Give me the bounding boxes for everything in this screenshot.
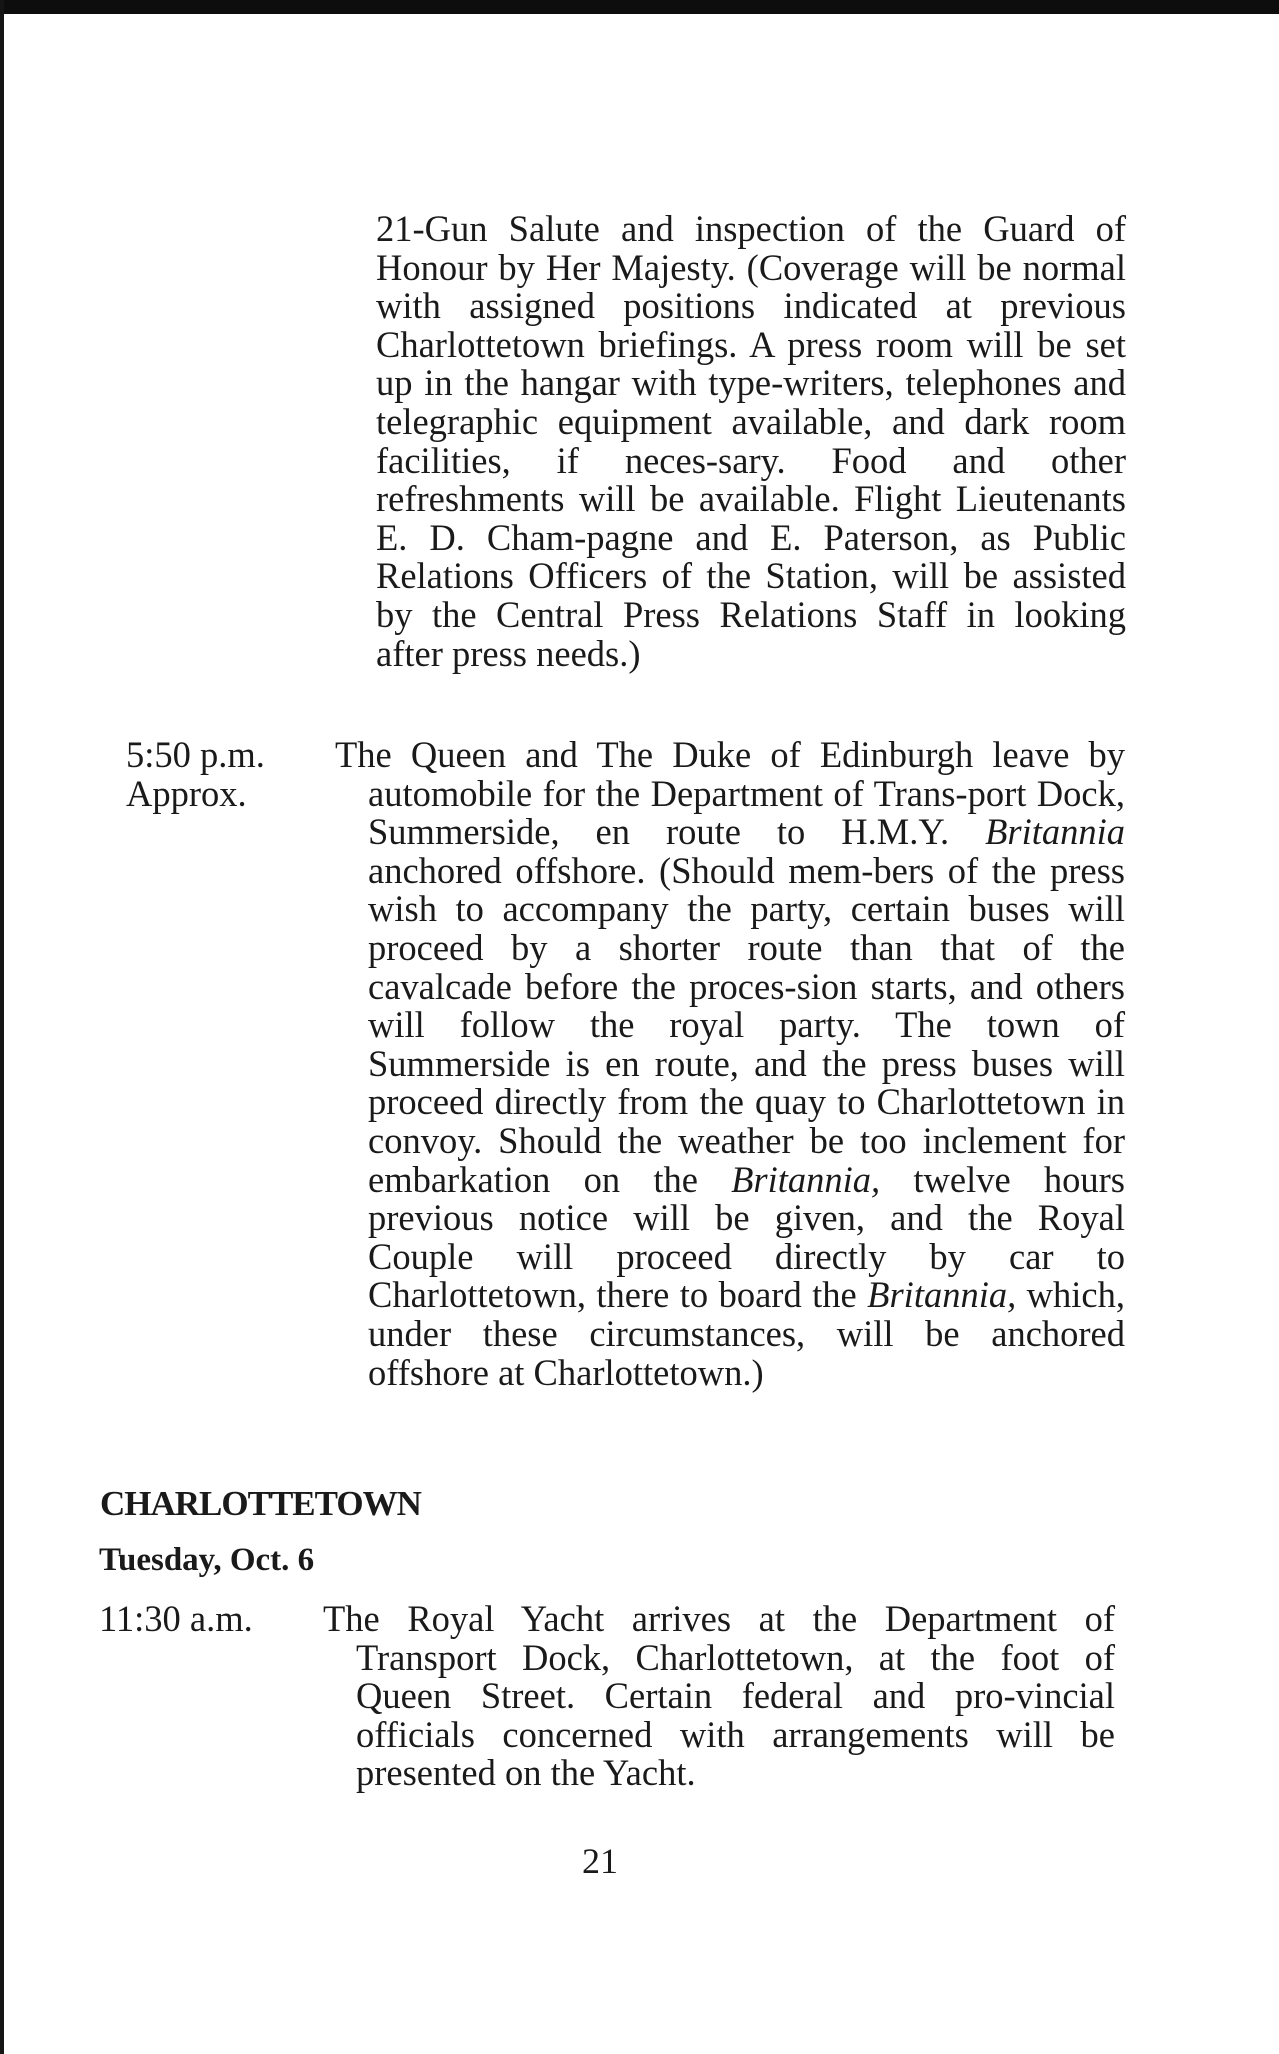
entry-time-arrival: 11:30 a.m.: [99, 1598, 253, 1639]
text-segment: The Queen and The Duke of Edinburgh leave by automobile for the Department of Trans-port Dock, Summerside, en route to H.M.Y.: [335, 734, 1125, 853]
time-approx-label: Approx.: [126, 772, 247, 814]
entry-time-departure: [126, 736, 265, 813]
arrival-paragraph: [323, 1600, 1115, 1793]
ship-name: Britannia,: [731, 1158, 881, 1200]
ship-name: Britannia,: [867, 1274, 1017, 1316]
text-segment: which, under these circumstances, will be anchored offshore at Charlottetown.): [368, 1274, 1125, 1393]
scan-border-top: [0, 0, 1279, 14]
page-number: 21: [582, 1841, 618, 1881]
ship-name: Britannia: [985, 811, 1125, 853]
departure-text: [335, 736, 1125, 1392]
section-heading-date: Tuesday, Oct. 6: [99, 1542, 315, 1578]
time-label: 5:50 p.m.: [126, 734, 265, 775]
text-segment: twelve hours previous notice will be given, and the Royal Couple will proceed directly by car to Charlottetown, there to board the: [368, 1158, 1125, 1316]
text-segment: anchored offshore. (Should mem-bers of the press wish to accompany the party, certain buses will proceed by a shorter route than that of the cavalcade before the proces-sion starts, and others will follow the royal party. The town of Summerside is en route, and the press buses will proceed directly from the quay to Charlottetown in convoy. Should the weather be too inclement for embarkation on the: [368, 849, 1125, 1200]
scan-border-left: [0, 0, 4, 2054]
press-coverage-paragraph: 21-Gun Salute and inspection of the Guard of Honour by Her Majesty. (Coverage will be normal with assigned positions indicated at previous Charlottetown briefings. A press room will be set up in the hangar with type-writers, telephones and telegraphic equipment available, and dark room facilities, if neces-sary. Food and other refreshments will be available. Flight Lieutenants E. D. Cham-pagne and E. Paterson, as Public Relations Officers of the Station, will be assisted by the Central Press Relations Staff in looking after press needs.): [376, 208, 1126, 674]
arrival-text: The Royal Yacht arrives at the Department of Transport Dock, Charlottetown, at the foot of Queen Street. Certain federal and pro-vincial officials concerned with arrangements will be presented on the Yacht.: [323, 1598, 1115, 1794]
departure-paragraph: [335, 736, 1125, 1392]
section-heading-place: CHARLOTTETOWN: [100, 1484, 421, 1523]
